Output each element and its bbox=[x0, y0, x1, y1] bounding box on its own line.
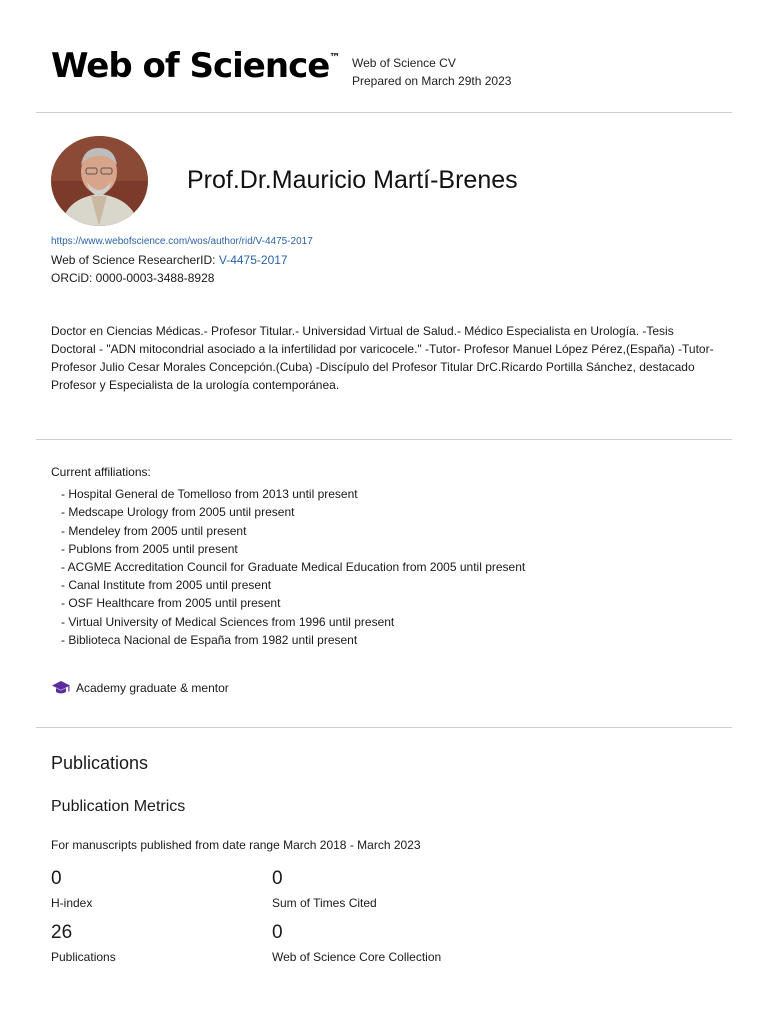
metric-label: H-index bbox=[51, 896, 93, 910]
publications-heading: Publications bbox=[51, 753, 149, 773]
profile-photo bbox=[51, 136, 148, 226]
graduation-cap-icon bbox=[51, 680, 71, 696]
web-of-science-logo: Web of Science™ bbox=[51, 46, 341, 86]
divider bbox=[36, 112, 732, 113]
metric-label: Sum of Times Cited bbox=[272, 896, 377, 910]
date-range-text: For manuscripts published from date range March 2018 - March 2023 bbox=[51, 838, 421, 852]
metric-core-collection bbox=[272, 922, 441, 964]
researcher-id-link[interactable]: V-4475-2017 bbox=[218, 253, 288, 267]
metric-value: 0 bbox=[272, 868, 283, 889]
affiliations-heading: Current affiliations: bbox=[51, 465, 151, 479]
list-item: - Hospital General de Tomelloso from 2013 until present bbox=[61, 487, 358, 502]
metric-value: 0 bbox=[51, 868, 62, 889]
publication-metrics-heading: Publication Metrics bbox=[51, 798, 186, 815]
metric-h-index bbox=[51, 868, 92, 910]
avatar bbox=[51, 136, 148, 226]
academy-badge bbox=[51, 680, 229, 696]
prepared-date: Prepared on March 29th 2023 bbox=[352, 74, 512, 88]
divider bbox=[36, 727, 732, 728]
cv-title: Web of Science CV bbox=[352, 56, 456, 70]
metric-label: Web of Science Core Collection bbox=[272, 950, 442, 964]
list-item: - Publons from 2005 until present bbox=[61, 541, 238, 556]
metric-value: 0 bbox=[272, 922, 283, 943]
list-item: - Canal Institute from 2005 until present bbox=[61, 578, 272, 593]
affiliations bbox=[51, 463, 525, 649]
affiliations-list bbox=[51, 485, 525, 649]
list-item: - Virtual University of Medical Sciences from 1996 until present bbox=[61, 614, 395, 629]
orcid: ORCiD: 0000-0003-3488-8928 bbox=[51, 271, 215, 285]
list-item: - Mendeley from 2005 until present bbox=[61, 523, 247, 538]
list-item: - Medscape Urology from 2005 until present bbox=[61, 505, 295, 520]
researcher-id: Web of Science ResearcherID: V-4475-2017 bbox=[51, 253, 288, 267]
profile-url-link[interactable]: https://www.webofscience.com/wos/author/rid/V-4475-2017 bbox=[51, 236, 313, 247]
metric-label: Publications bbox=[51, 950, 116, 964]
list-item: - OSF Healthcare from 2005 until present bbox=[61, 596, 281, 611]
list-item: - ACGME Accreditation Council for Graduate Medical Education from 2005 until present bbox=[61, 560, 526, 575]
metric-sum-times-cited bbox=[272, 868, 377, 910]
cv-meta bbox=[352, 54, 511, 90]
metric-value: 26 bbox=[51, 922, 73, 943]
profile-name: Prof.Dr.Mauricio Martí-Brenes bbox=[187, 166, 518, 194]
list-item: - Biblioteca Nacional de España from 1982 until present bbox=[61, 632, 358, 647]
profile-details bbox=[51, 233, 313, 287]
academy-label: Academy graduate & mentor bbox=[76, 681, 229, 695]
metric-publications bbox=[51, 922, 116, 964]
divider bbox=[36, 439, 732, 440]
biography: Doctor en Ciencias Médicas.- Profesor Titular.- Universidad Virtual de Salud.- Médico Especialista en Urología. -Tesis Doctoral - "ADN mitocondrial asociado a la infertilidad por varicocele." -Tutor- Profesor Manuel López Pérez,(España) -Tutor- Profesor Julio Cesar Morales Concepción.(Cuba) -Discípulo del Profesor Titular DrC.Ricardo Portilla Sánchez, destacado Profesor y Especialista de la urología contemporánea. bbox=[51, 324, 714, 392]
